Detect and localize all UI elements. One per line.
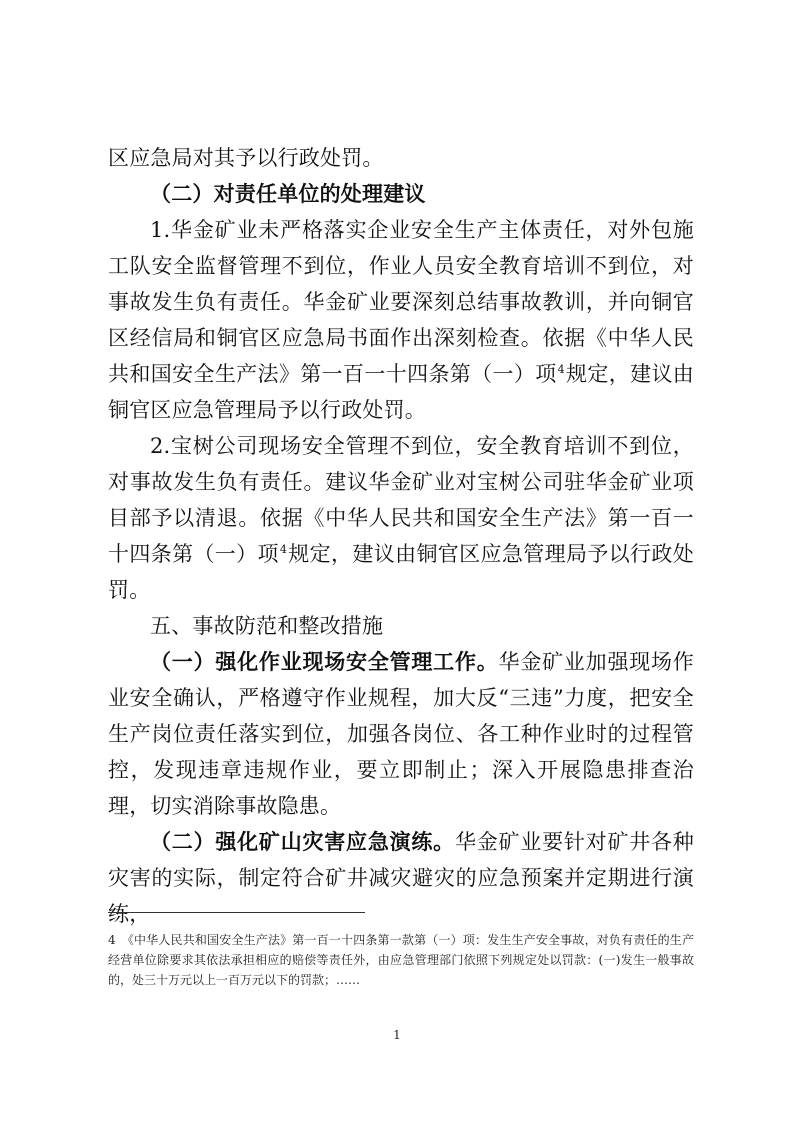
paragraph-site-safety xyxy=(108,644,694,824)
paragraph-text: 区应急局对其予以行政处罚。 xyxy=(108,146,384,170)
document-body xyxy=(108,140,694,932)
paragraph-lead: （二）强化矿山灾害应急演练。 xyxy=(150,829,455,854)
footnote-reference[interactable]: 4 xyxy=(557,363,565,376)
paragraph-text: 1.华金矿业未严格落实企业安全生产主体责任，对外包施工队安全监督管理不到位，作业人员安全教育培训不到位，对事故发生负有责任。华金矿业要深刻总结事故教训，并向铜官区经信局和铜官区应急局书面作出深刻检查。依据《中华人民共和国安全生产法》第一百一十四条第（一）项 xyxy=(108,218,694,386)
paragraph-lead: （一）强化作业现场安全管理工作。 xyxy=(150,649,499,674)
page-number: 1 xyxy=(393,1028,401,1042)
paragraph-text: 2.宝树公司现场安全管理不到位，安全教育培训不到位，对事故发生负有责任。建议华金矿业对宝树公司驻华金矿业项目部予以清退。依据《中华人民共和国安全生产法》第一百一十四条第（一）项 xyxy=(108,434,694,566)
paragraph-text: 规定，建议由铜官区应急管理局予以行政处罚。 xyxy=(108,542,694,602)
heading-unit-handling: （二）对责任单位的处理建议 xyxy=(150,181,426,206)
footnote-reference[interactable]: 4 xyxy=(279,543,288,556)
footnote-divider xyxy=(108,912,365,913)
paragraph-baoshu-responsibility xyxy=(108,428,694,608)
paragraph-emergency-drill xyxy=(108,824,694,932)
paragraph-continuation xyxy=(108,140,694,176)
heading-section-5: 五、事故防范和整改措施 xyxy=(150,614,384,638)
paragraph-text: 华金矿业加强现场作业安全确认，严格遵守作业规程，加大反“三违”力度，把安全生产岗位责任落实到位，加强各岗位、各工种作业时的过程管控，发现违章违规作业，要立即制止；深入开展隐患排查治理，切实消除事故隐患。 xyxy=(108,650,694,818)
paragraph-text: 华金矿业要针对矿井各种灾害的实际，制定符合矿井减灾避灾的应急预案并定期进行演练， xyxy=(108,830,694,926)
footnote-number: 4 xyxy=(108,933,116,947)
paragraph-huajin-responsibility xyxy=(108,212,694,428)
paragraph-text: 规定，建议由铜官区应急管理局予以行政处罚。 xyxy=(108,362,695,422)
footnote-text: 《中华人民共和国安全生产法》第一百一十四条第一款第（一）项：发生生产安全事故，对负有责任的生产经营单位除要求其依法承担相应的赔偿等责任外，由应急管理部门依照下列规定处以罚款：(一)发生一般事故的，处三十万元以上一百万元以下的罚款；…… xyxy=(108,933,694,987)
footnote xyxy=(108,930,694,990)
